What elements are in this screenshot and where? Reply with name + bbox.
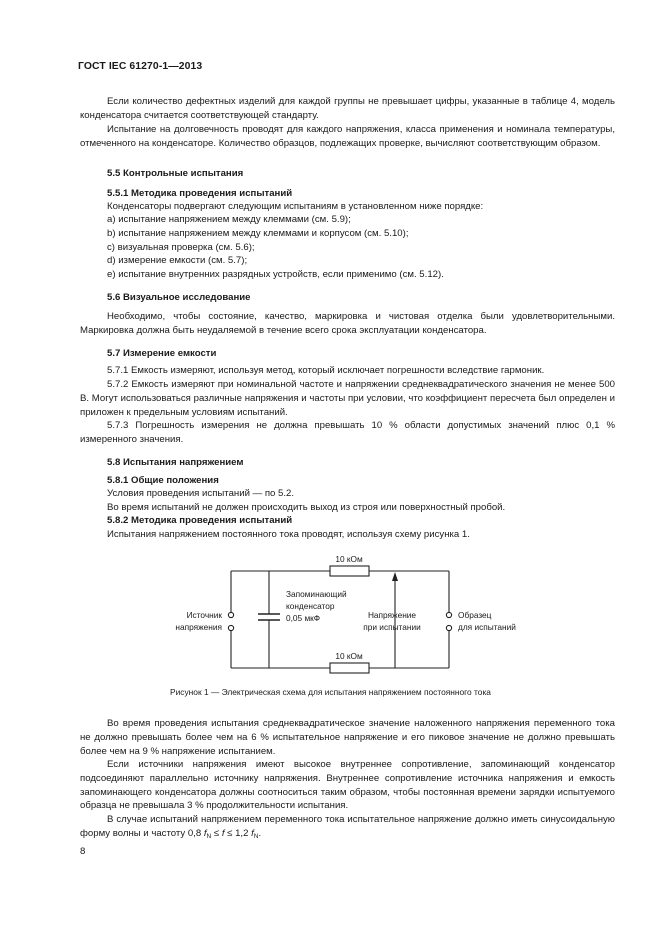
- section-5-8-2-text: Испытания напряжением постоянного тока проводят, используя схему рисунка 1.: [107, 529, 470, 540]
- capacitor-label-3: 0,05 мкФ: [286, 613, 321, 623]
- section-5-8-2-heading: 5.8.2 Методика проведения испытаний: [107, 515, 293, 526]
- test-voltage-label-1: Напряжение: [367, 610, 417, 620]
- list-item-a: a) испытание напряжением между клеммами (см. 5.9);: [107, 214, 351, 225]
- freq-symbol-2: f: [221, 827, 225, 839]
- voltage-arrow-head: [392, 572, 398, 581]
- ac-test-ineq-1: ≤: [211, 827, 222, 839]
- standard-header: ГОСТ IEC 61270-1—2013: [78, 61, 203, 72]
- resistor-bottom-label: 10 кОм: [335, 651, 363, 661]
- source-label-1: Источник: [186, 610, 222, 620]
- paragraph-ac-test: [80, 813, 615, 844]
- capacitor-label-2: конденсатор: [286, 601, 335, 611]
- section-5-7-heading: 5.7 Измерение емкости: [107, 348, 217, 359]
- terminal-sample-plus: [446, 612, 451, 617]
- terminal-sample-minus: [446, 625, 451, 630]
- section-5-7-3-text: 5.7.3 Погрешность измерения не должна превышать 10 % области допустимых значений плюс 0,1 % измеренного значения.: [80, 420, 615, 445]
- section-5-6-heading: 5.6 Визуальное исследование: [107, 292, 251, 303]
- ac-test-ineq-2: ≤ 1,2: [224, 827, 252, 839]
- list-item-c: c) визуальная проверка (см. 5.6);: [107, 242, 255, 253]
- paragraph-ac-ripple: Во время проведения испытания среднеквадратическое значение наложенного напряжения переменного тока не должно превышать более чем на 6 % испытательное напряжение и его пиковое значение не должно превышать более чем на 9 % напряжение испытанием.: [80, 718, 615, 757]
- capacitor-label-1: Запоминающий: [286, 589, 347, 599]
- circuit-diagram: [0, 548, 661, 703]
- section-5-8-heading: 5.8 Испытания напряжением: [107, 457, 244, 468]
- section-5-7-2-text: 5.7.2 Емкость измеряют при номинальной частоте и напряжении среднеквадратического значения не менее 500 В. Могут использоваться различные напряжения и частоты при условии, что коэффициент пересчета был определен и приложен к предельным условиям испытаний.: [80, 379, 615, 418]
- list-item-e: e) испытание внутренних разрядных устройств, если применимо (см. 5.12).: [107, 269, 444, 280]
- list-item-d: d) измерение емкости (см. 5.7);: [107, 255, 248, 266]
- terminal-source-plus: [228, 612, 233, 617]
- list-item-b: b) испытание напряжением между клеммами и корпусом (см. 5.10);: [107, 228, 409, 239]
- section-5-7-1-text: 5.7.1 Емкость измеряют, используя метод, который исключает погрешности вследствие гармоник.: [107, 365, 545, 376]
- section-5-8-1-text-1: Условия проведения испытаний — по 5.2.: [107, 488, 295, 499]
- resistor-top: [330, 566, 369, 576]
- freq-symbol-1: f: [203, 827, 207, 839]
- paragraph-storage-capacitor: Если источники напряжения имеют высокое внутреннее сопротивление, запоминающий конденсатор подсоединяют параллельно источнику напряжения. Внутреннее сопротивление источника напряжения и емкость запоминающего конденсатора должны соотноситься таким образом, чтобы постоянная времени зарядки испытуемого образца не превышала 3 % продолжительности испытания.: [80, 759, 615, 812]
- paragraph-durability: Испытание на долговечность проводят для каждого напряжения, класса применения и номинала температуры, отмеченного на конденсаторе. Количество образцов, подлежащих проверке, вычисляют соответствующим образом.: [80, 124, 615, 149]
- page-number: 8: [80, 846, 86, 857]
- sample-label-1: Образец: [458, 610, 492, 620]
- section-5-5-1-intro: Конденсаторы подвергают следующим испытаниям в установленном ниже порядке:: [107, 201, 484, 212]
- freq-subscript-2: N: [253, 832, 259, 840]
- section-5-8-1-text-2: Во время испытаний не должен происходить выход из строя или поверхностный пробой.: [107, 502, 506, 513]
- section-5-5-1-heading: 5.5.1 Методика проведения испытаний: [107, 188, 293, 199]
- resistor-top-label: 10 кОм: [335, 554, 363, 564]
- sample-label-2: для испытаний: [458, 622, 516, 632]
- terminal-source-minus: [228, 625, 233, 630]
- paragraph-defects: Если количество дефектных изделий для каждой группы не превышает цифры, указанные в таблице 4, модель конденсатора считается соответствующей стандарту.: [80, 96, 615, 121]
- section-5-5-heading: 5.5 Контрольные испытания: [107, 168, 244, 179]
- freq-symbol-3: f: [251, 827, 254, 839]
- test-voltage-label-2: при испытании: [363, 622, 421, 632]
- figure-caption: Рисунок 1 — Электрическая схема для испытания напряжением постоянного тока: [170, 687, 491, 697]
- ac-test-end: .: [258, 827, 262, 839]
- ac-test-text: В случае испытаний напряжением переменного тока испытательное напряжение должно иметь синусоидальную форму волны и частоту 0,8: [80, 814, 615, 839]
- resistor-bottom: [330, 663, 369, 673]
- section-5-8-1-heading: 5.8.1 Общие положения: [107, 475, 219, 486]
- freq-subscript-1: N: [206, 832, 212, 840]
- source-label-2: напряжения: [175, 622, 222, 632]
- section-5-6-text: Необходимо, чтобы состояние, качество, маркировка и чистовая отделка были удовлетворительными. Маркировка должна быть неудаляемой в течение всего срока эксплуатации конденсатора.: [80, 311, 615, 336]
